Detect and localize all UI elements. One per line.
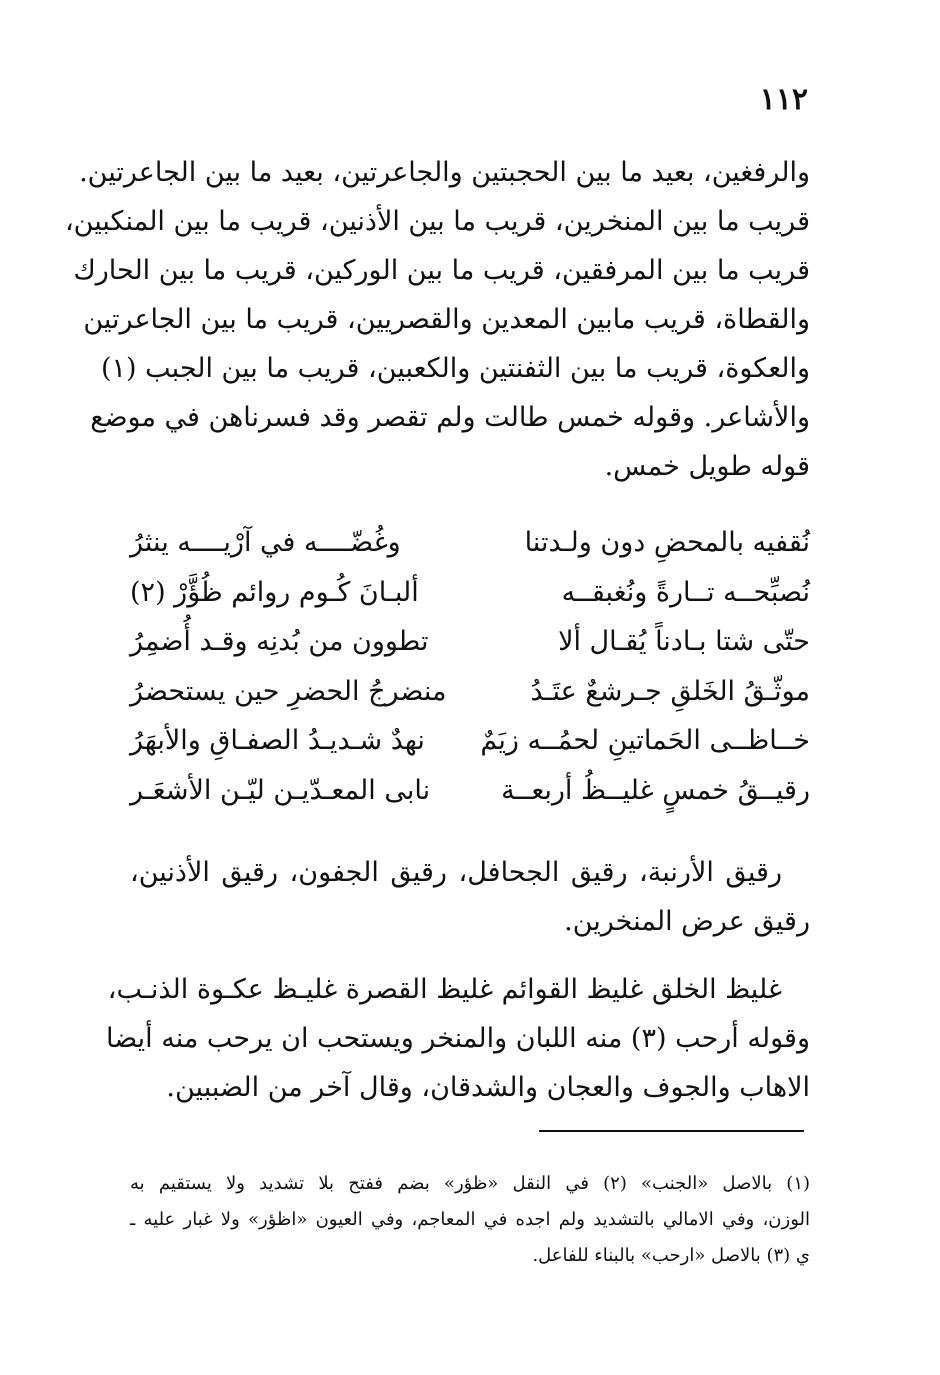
text-line: وقوله أرحب (٣) منه اللبان والمنخر ويستحب ان يرحب منه أيضا (106, 1023, 810, 1054)
paragraph-thick-parts (106, 965, 810, 1112)
poem-verse (130, 667, 810, 717)
text-line: والأشاعر. وقوله خمس طالت ولم تقصر وقد فسرناهن في موضع (90, 402, 810, 433)
footnotes (130, 1166, 810, 1274)
text-line: والقطاة، قريب مابين المعدين والقصريين، قريب ما بين الجاعرتين (83, 304, 810, 335)
verse-first-hemistich: حتّى شتا بـادناً يُقـال ألا (558, 626, 810, 657)
paragraph-description-near-parts (64, 148, 810, 491)
poem-verse (130, 766, 810, 816)
verse-first-hemistich: خــاظــى الحَماتينِ لحمُــه زيَمٌ (480, 725, 810, 756)
verse-second-hemistich: وغُضّــــه في آرْيــــه ينثرُ (130, 527, 401, 558)
verse-second-hemistich: ألبـانَ كُـوم روائم ظُؤَّرْ (٢) (130, 576, 419, 608)
text-line: قريب ما بين المنخرين، قريب ما بين الأذنين، قريب ما بين المنكبين، (64, 206, 810, 237)
verse-second-hemistich: تطوون من بُدنِه وقـد أُضمِرُ (130, 626, 429, 657)
poem-verse (130, 518, 810, 568)
text-line: رقيق الأرنبة، رقيق الجحافل، رقيق الجفون، رقيق الأذنين، (130, 857, 782, 888)
text-line: الاهاب والجوف والعجان والشدقان، وقال آخر من الضببين. (166, 1072, 810, 1103)
text-line: غليظ الخلق غليظ القوائم غليظ القصرة غليـظ عكـوة الذنـب، (107, 974, 782, 1005)
footnote-line: ي (٣) بالاصل «ارحب» بالبناء للفاعل. (532, 1245, 810, 1266)
verse-second-hemistich: نابى المعـدّيـن ليّـن الأشعَـر (130, 774, 431, 806)
poem-verse (130, 568, 810, 618)
verse-first-hemistich: رقيــقُ خمسٍ غليــظُ أربعــة (501, 774, 810, 806)
verse-first-hemistich: موثّـقُ الخَلقِ جـرشعٌ عتَـدُ (530, 675, 810, 707)
verse-second-hemistich: نهدٌ شـديـدُ الصفـاقِ والأبهَرُ (130, 725, 425, 756)
text-line: قوله طويل خمس. (604, 451, 810, 482)
poem (130, 518, 810, 815)
text-line: والعكوة، قريب ما بين الثفنتين والكعبين، قريب ما بين الجبب (١) (100, 353, 810, 384)
footnote-line: الوزن، وفي الامالي بالتشديد ولم اجده في المعاجم، وفي العيون «اظؤر» ولا غبار عليه ـ (130, 1209, 810, 1230)
paragraph-thin-parts (130, 848, 810, 946)
poem-verse (130, 617, 810, 667)
verse-second-hemistich: منضرجُ الحضرِ حين يستحضرُ (130, 675, 447, 707)
text-line: قريب ما بين المرفقين، قريب ما بين الوركين، قريب ما بين الحارك (73, 255, 810, 286)
footnote-separator (539, 1130, 804, 1132)
text-line: والرفغين، بعيد ما بين الحجبتين والجاعرتين، بعيد ما بين الجاعرتين. (79, 157, 810, 188)
footnote-line: (١) بالاصل «الجنب» (٢) في النقل «ظؤر» بضم ففتح بلا تشديد ولا يستقيم به (130, 1173, 811, 1194)
page-number: ١١٢ (759, 82, 808, 117)
poem-verse (130, 716, 810, 766)
verse-first-hemistich: نُقفيه بالمحضِ دون ولـدتنا (524, 527, 810, 558)
text-line: رقيق عرض المنخرين. (564, 906, 810, 937)
verse-first-hemistich: نُصبِّحــه تــارةً ونُغبقــه (561, 576, 810, 608)
